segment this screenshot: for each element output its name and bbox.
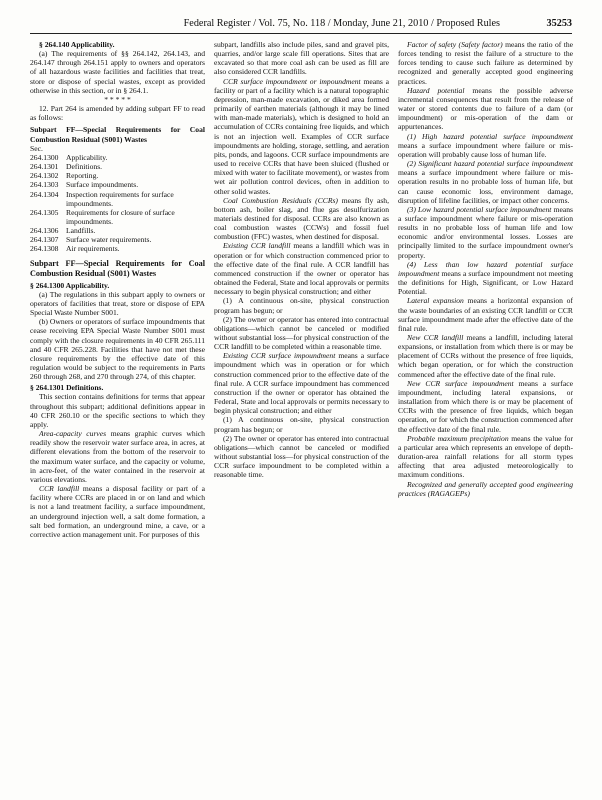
definition-high-hazard: (1) High hazard potential surface impoundment means a surface impoundment where failure or mis-operation will probably cause loss of human life. [398, 131, 573, 159]
definition-new-ccr-landfill: New CCR landfill means a landfill, including lateral expansions, or installation from which there is or may be placement of CCRs without the presence of free liquids, which began operation, or for which the construction commenced after the effective date of the final rule. [398, 333, 573, 379]
definition-existing-surface-impoundment: Existing CCR surface impoundment means a surface impoundment which was in operation or for which construction commenced prior to the effective date of the final rule. A CCR surface impoundment has commenced construction if the owner or operator has obtained the Federal, State and local approvals or permits necessary to begin physical construction; and either [214, 351, 389, 416]
section-264-1301-heading: § 264.1301 Definitions. [30, 383, 104, 393]
section-264-1300-b: (b) Owners or operators of surface impoundments that cease receiving EPA Special Waste Number S001 must comply with the closure requirements in 40 CFR 265.111 and 40 CFR 265.228. Facilities that have not met these closure requirements by the effective date of this regulation would be subject to the requirements in Parts 260 through 268, and 270 through 274, of this chapter. [30, 317, 205, 382]
page-header [30, 16, 572, 32]
definition-ccr-surface-impoundment: CCR surface impoundment or impoundment means a facility or part of a facility which is a natural topographic depression, man-made excavation, or diked area formed primarily of earthen materials (although it may be lined with man-made materials), which is designed to hold an accumulation of CCRs containing free liquids, and which is not an injection well. Examples of CCR surface impoundments are holding, storage, settling, and aeration pits, ponds, and lagoons. CCR surface impoundments are used to receive CCRs that have been sluiced (flushed or mixed with water to facilitate movement), or wastes from wet air pollution control devices, often in addition to other solid wastes. [214, 76, 389, 196]
definition-significant-hazard: (2) Significant hazard potential surface impoundment means a surface impoundment where failure or mis-operation results in no probable loss of human life, but can cause economic loss, environment damage, disruption of lifeline facilities, or impact other concerns. [398, 159, 573, 205]
definition-item: (2) The owner or operator has entered into contractual obligations—which cannot be canceled or modified without substantial loss—for physical construction of the CCR surface impoundment to be completed within a reasonable time. [214, 433, 389, 480]
running-title: Federal Register / Vol. 75, No. 118 / Monday, June 21, 2010 / Proposed Rules [183, 18, 500, 29]
definition-factor-of-safety: Factor of safety (Safety factor) means the ratio of the forces tending to resist the failure of a structure to the forces tending to cause such failure as determined by recognized and generally accepted good engineering practices. [398, 40, 573, 86]
table-of-contents [30, 153, 205, 254]
definition-ccr-landfill: CCR landfill means a disposal facility or part of a facility where CCRs are placed in or on land and which is not a land treatment facility, a surface impoundment, an underground injection well, a salt dome formation, a salt bed formation, an underground mine, a cave, or a corrective action management unit. For purposes of this [30, 484, 205, 539]
column-2 [214, 40, 389, 790]
toc-item: 264.1301 Definitions. [30, 162, 103, 172]
definition-new-surface-impoundment: New CCR surface impoundment means a surface impoundment, including lateral expansions, or installation from which there is or may be placement of CCRs with the presence of free liquids, which began operation, or for which the construction commenced after the effective date of the final rule. [398, 378, 573, 434]
definition-existing-ccr-landfill: Existing CCR landfill means a landfill which was in operation or for which construction commenced prior to the effective date of the final rule. A CCR landfill has commenced construction if the owner or operator has obtained the Federal, State and local approvals or permits necessary to begin physical construction; and either [214, 241, 389, 297]
continued-text: subpart, landfills also include piles, sand and gravel pits, quarries, and/or large scale fill operations. Sites that are excavated so that more coal ash can be used as fill are also considered CCR landfills. [214, 40, 389, 77]
header-rule [30, 33, 572, 34]
definition-item: (1) A continuous on-site, physical construction program has begun; or [214, 296, 389, 315]
definition-lateral-expansion: Lateral expansion means a horizontal expansion of the waste boundaries of an existing CCR landfill or CCR surface impoundment made after the effective date of the final rule. [398, 296, 573, 333]
definition-low-hazard: (3) Low hazard potential surface impoundment means a surface impoundment where failure or mis-operation results in no probable loss of human life and low economic and/or environmental losses. Losses are principally limited to the surface impoundment owner's property. [398, 204, 573, 260]
definition-ccrs: Coal Combustion Residuals (CCRs) means fly ash, bottom ash, boiler slag, and flue gas desulfurization materials destined for disposal. CCRs are also known as coal combustion wastes (CCWs) and fossil fuel combustion (FFC) wastes, when destined for disposal. [214, 195, 389, 242]
toc-item: 264.1306 Landfills. [30, 226, 96, 236]
toc-item: 264.1302 Reporting. [30, 171, 99, 181]
section-264-1300-a: (a) The regulations in this subpart apply to owners or operators of facilities that treat, store or dispose of EPA Special Waste Number S001. [30, 289, 205, 318]
subpart-toc-title: Subpart FF—Special Requirements for Coal Combustion Residual (S001) Wastes [30, 125, 205, 144]
definition-item: (1) A continuous on-site, physical construction program has begun; or [214, 415, 389, 434]
definition-ragagep: Recognized and generally accepted good engineering practices (RAGAGEPs) [398, 479, 573, 498]
section-264-140: § 264.140 Applicability. [39, 40, 115, 49]
amendatory-instruction: 12. Part 264 is amended by adding subpart FF to read as follows: [30, 104, 205, 123]
toc-item: 264.1303 Surface impoundments. [30, 180, 139, 190]
definition-area-capacity: Area-capacity curves means graphic curves which readily show the reservoir water surface area, in acres, at different elevations from the bottom of the reservoir to the maximum water surface, and the capacity or volume, in acre-feet, of the water contained in the reservoir at various elevations. [30, 429, 205, 484]
toc-item: 264.1307 Surface water requirements. [30, 235, 152, 245]
column-3 [398, 40, 573, 790]
toc-item: 264.1308 Air requirements. [30, 244, 120, 254]
column-1 [30, 40, 205, 790]
section-264-1300-heading: § 264.1300 Applicability. [30, 280, 110, 290]
toc-item: 264.1305 Requirements for closure of surface impoundments. [30, 207, 175, 226]
section-264-140-a: (a) The requirements of §§ 264.142, 264.143, and 264.147 through 264.151 apply to owners and operators of all hazardous waste facilities and facilities that treat, store or dispose of special wastes, except as provided otherwise in this section, or in § 264.1. [30, 49, 205, 95]
page-number: 35253 [546, 18, 572, 29]
section-264-1301-intro: This section contains definitions for terms that appear throughout this subpart; additional definitions appear in 40 CFR 260.10 or the specific sections to which they apply. [30, 392, 205, 429]
definition-less-than-low-hazard: (4) Less than low hazard potential surface impoundment means a surface impoundment not meeting the definitions for High, Significant, or Low Hazard Potential. [398, 259, 573, 297]
subpart-title: Subpart FF—Special Requirements for Coal Combustion Residual (S001) Wastes [30, 258, 205, 278]
elision-stars: * * * * * [104, 94, 131, 104]
definition-item: (2) The owner or operator has entered into contractual obligations—which cannot be canceled or modified without substantial loss—for physical construction of the CCR landfill to be completed within a reasonable time. [214, 314, 389, 352]
definition-hazard-potential: Hazard potential means the possible adverse incremental consequences that result from the release of water or stored contents due to failure of a dam (or impoundment) or mis-operation of the dam or appurtenances. [398, 85, 573, 132]
definition-pmp: Probable maximum precipitation means the value for a particular area which represents an envelope of depth-duration-area rainfall relations for all storm types affecting that area adjusted meteorologically to maximum conditions. [398, 433, 573, 480]
toc-item: 264.1304 Inspection requirements for surface impoundments. [30, 189, 174, 208]
toc-item: 264.1300 Applicability. [30, 152, 108, 162]
toc-sec-label: Sec. [30, 143, 43, 153]
